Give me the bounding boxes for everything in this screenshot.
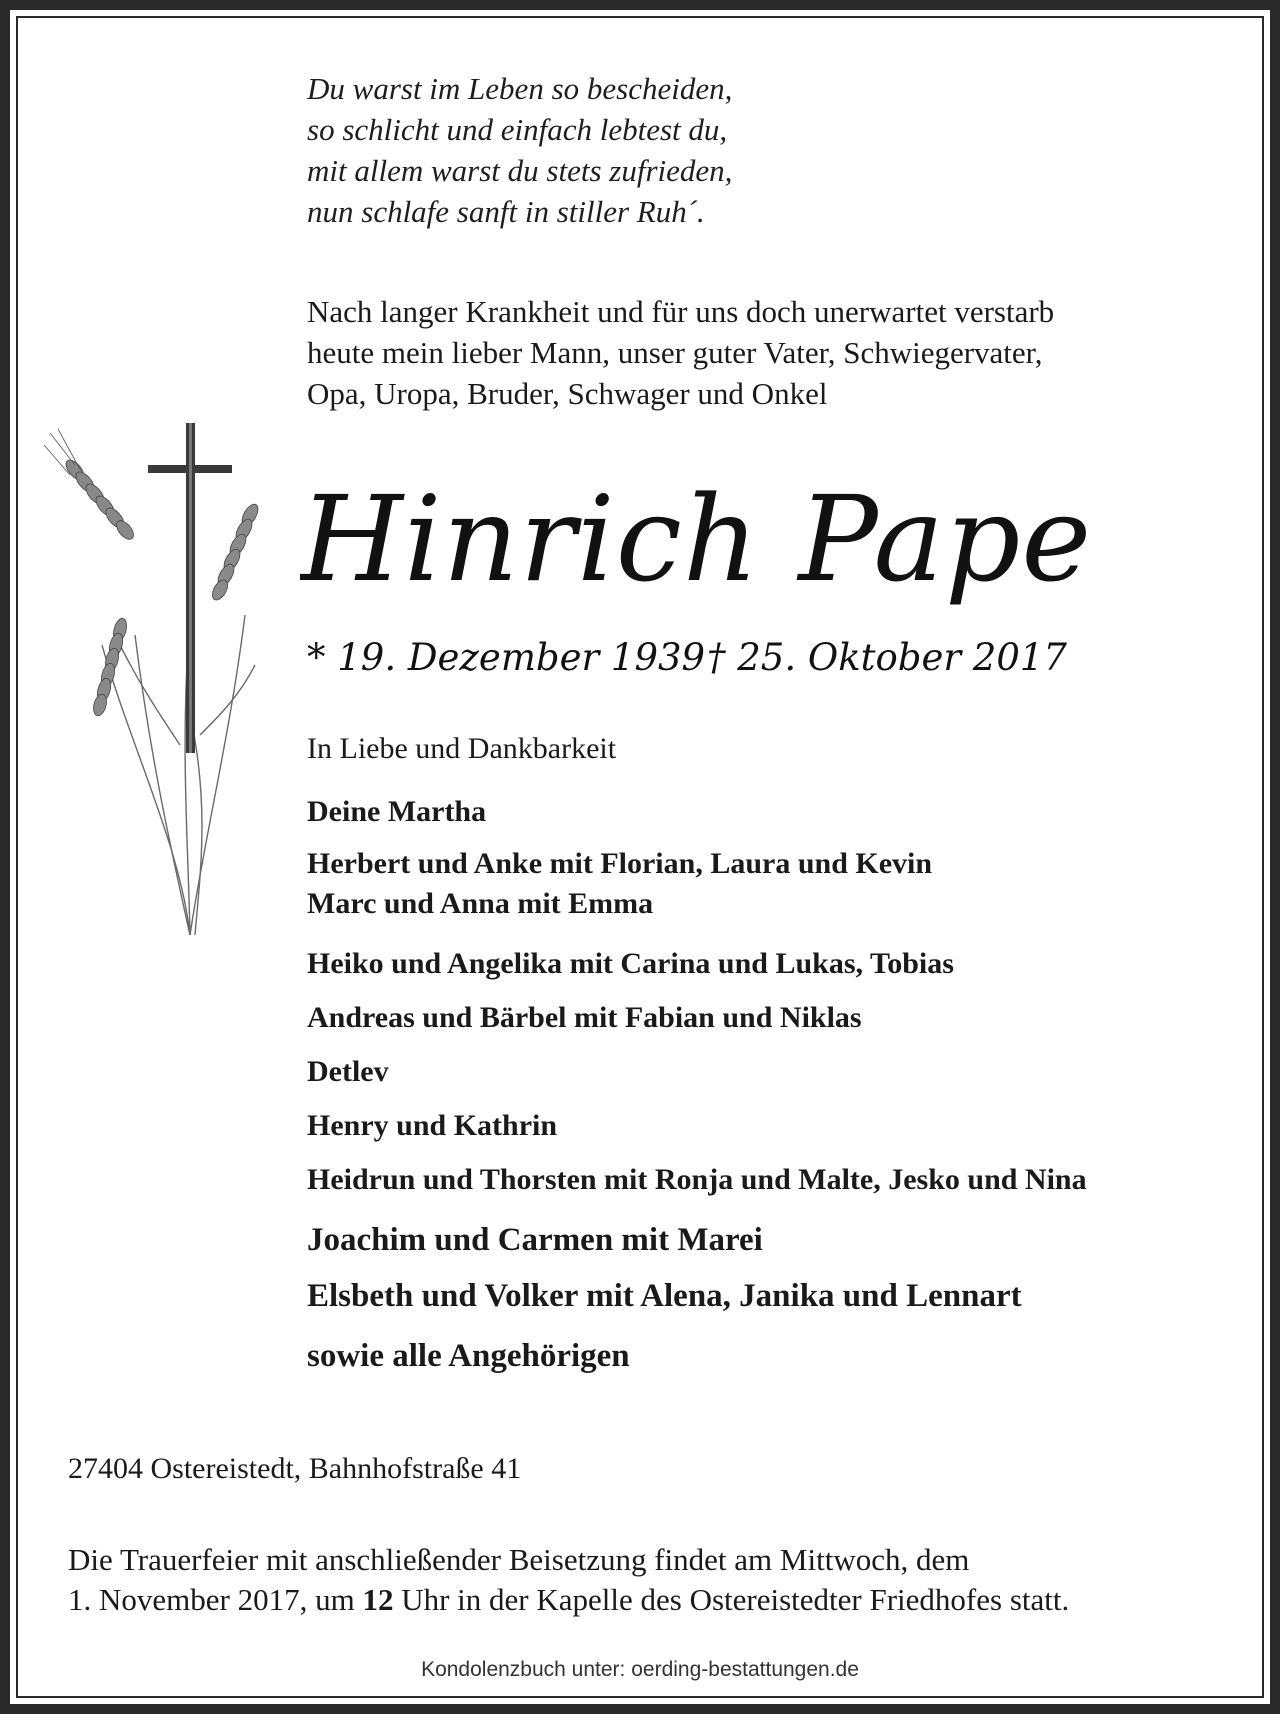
mourner-line: sowie alle Angehörigen [307, 1338, 630, 1374]
deceased-name-text: Hinrich Pape [300, 470, 1093, 608]
ceremony-line: Die Trauerfeier mit anschließender Beisetzung findet am Mittwoch, dem [68, 1542, 970, 1577]
mourner-line: Andreas und Bärbel mit Fabian und Niklas [307, 1001, 862, 1034]
poem-line: so schlicht und einfach lebtest du, [307, 112, 728, 147]
mourner-line: Heidrun und Thorsten mit Ronja und Malte, Jesko und Nina [307, 1163, 1087, 1196]
condolence-label: Kondolenzbuch unter: [421, 1658, 626, 1681]
death-date: † 25. Oktober 2017 [707, 636, 1067, 679]
ceremony-date-text: 1. November 2017, um [68, 1582, 363, 1617]
poem-line: nun schlafe sanft in stiller Ruh´. [307, 194, 705, 229]
ceremony-notice [68, 1540, 1248, 1620]
condolence-link[interactable]: oerding-bestattungen.de [631, 1658, 859, 1681]
mourner-line: Herbert und Anke mit Florian, Laura und Kevin [307, 847, 933, 880]
family-address: 27404 Ostereistedt, Bahnhofstraße 41 [68, 1452, 522, 1485]
ceremony-time: 12 [362, 1582, 394, 1617]
ceremony-location-text: Uhr in der Kapelle des Ostereistedter Friedhofes statt. [393, 1582, 1070, 1617]
mourner-line: Marc und Anna mit Emma [307, 887, 654, 920]
mourner-line: Joachim und Carmen mit Marei [307, 1222, 763, 1258]
poem [307, 68, 1207, 232]
announcement-line: Nach langer Krankheit und für uns doch unerwartet verstarb [307, 294, 1055, 329]
birth-date: * 19. Dezember 1939 [307, 636, 706, 679]
mourner-line: Heiko und Angelika mit Carina und Lukas, Tobias [307, 947, 954, 980]
deceased-name [300, 462, 1250, 622]
announcement-line: heute mein lieber Mann, unser guter Vater, Schwiegervater, [307, 335, 1043, 370]
announcement-text [307, 291, 1227, 414]
condolence-footer [0, 1658, 1280, 1682]
life-dates [307, 628, 1207, 688]
ceremony-line [68, 1580, 1248, 1620]
poem-line: mit allem warst du stets zufrieden, [307, 153, 733, 188]
poem-line: Du warst im Leben so bescheiden, [307, 71, 733, 106]
mourner-line: Henry und Kathrin [307, 1109, 558, 1142]
mourner-line: Elsbeth und Volker mit Alena, Janika und Lennart [307, 1278, 1022, 1314]
mourner-line: Detlev [307, 1055, 389, 1088]
announcement-line: Opa, Uropa, Bruder, Schwager und Onkel [307, 376, 828, 411]
mourner-line: Deine Martha [307, 795, 487, 828]
gratitude-line: In Liebe und Dankbarkeit [307, 732, 617, 765]
cross-with-wheat-icon [40, 415, 280, 975]
